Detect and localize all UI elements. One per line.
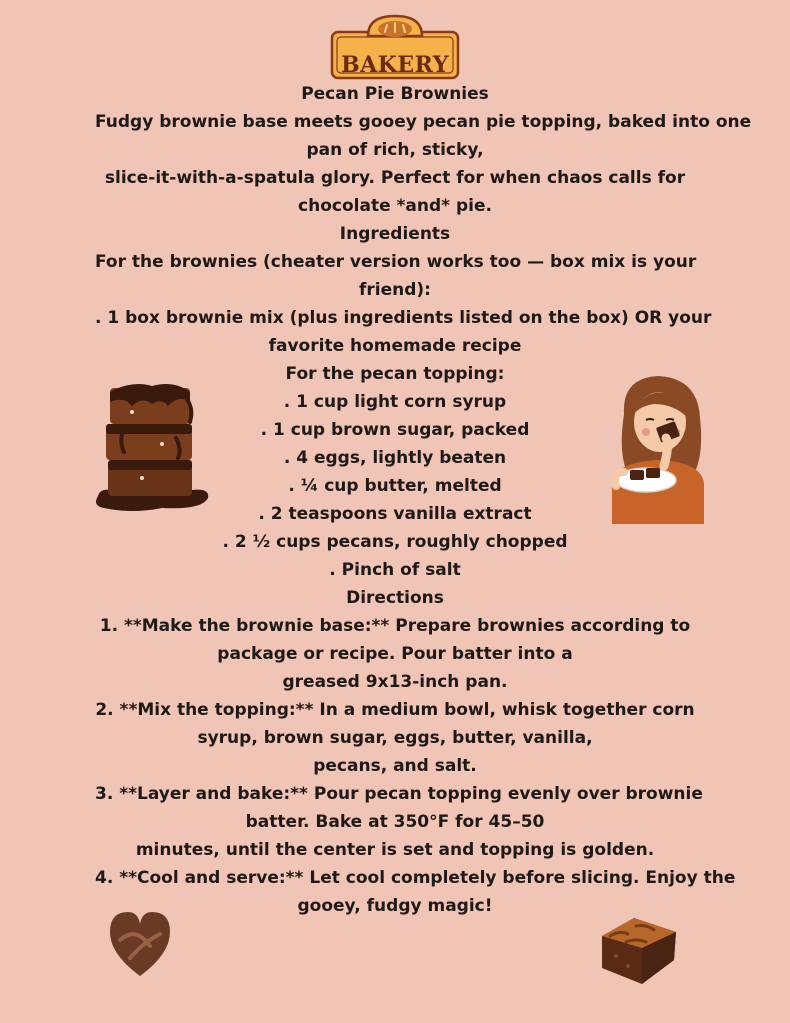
direction-line: batter. Bake at 350°F for 45–50 [245, 812, 545, 832]
direction-line: syrup, brown sugar, eggs, butter, vanilla, [197, 728, 593, 748]
direction-line: 1. **Make the brownie base:** Prepare brownies according to [99, 616, 691, 636]
direction-line: gooey, fudgy magic! [297, 896, 493, 916]
direction-line: minutes, until the center is set and topping is golden. [135, 840, 655, 860]
topping-item: . 1 cup brown sugar, packed [260, 420, 530, 440]
topping-heading: For the pecan topping: [285, 364, 505, 384]
direction-line: 4. **Cool and serve:** Let cool completely before slicing. Enjoy the [95, 868, 736, 888]
direction-line: pecans, and salt. [313, 756, 477, 776]
topping-item: . 2 teaspoons vanilla extract [258, 504, 532, 524]
brownie-stack-icon [92, 378, 212, 514]
direction-line: 2. **Mix the topping:** In a medium bowl, whisk together corn [95, 700, 695, 720]
direction-line: greased 9x13-inch pan. [282, 672, 508, 692]
topping-item: . Pinch of salt [329, 560, 461, 580]
direction-line: 3. **Layer and bake:** Pour pecan topping evenly over brownie [95, 784, 703, 804]
brownie-item: . 1 box brownie mix (plus ingredients listed on the box) OR your [95, 308, 712, 328]
topping-item: . ¼ cup butter, melted [288, 476, 502, 496]
pecan-brownie-icon [596, 906, 680, 990]
topping-item: . 2 ½ cups pecans, roughly chopped [222, 532, 568, 552]
brownies-heading: For the brownies (cheater version works too — box mix is your [95, 252, 697, 272]
direction-line: package or recipe. Pour batter into a [217, 644, 573, 664]
intro-line: Fudgy brownie base meets gooey pecan pie topping, baked into one [95, 112, 752, 132]
intro-line: pan of rich, sticky, [306, 140, 484, 160]
intro-line: chocolate *and* pie. [298, 196, 492, 216]
ingredients-heading: Ingredients [339, 224, 451, 244]
topping-item: . 4 eggs, lightly beaten [283, 448, 507, 468]
recipe-title: Pecan Pie Brownies [301, 84, 489, 104]
girl-eating-icon [604, 374, 712, 524]
logo-text: BAKERY [341, 52, 449, 78]
chocolate-heart-icon [106, 906, 174, 978]
brownies-heading: friend): [359, 280, 431, 300]
directions-heading: Directions [346, 588, 444, 608]
bakery-logo [330, 14, 460, 80]
intro-line: slice-it-with-a-spatula glory. Perfect for when chaos calls for [104, 168, 686, 188]
brownie-item: favorite homemade recipe [268, 336, 522, 356]
topping-item: . 1 cup light corn syrup [283, 392, 507, 412]
